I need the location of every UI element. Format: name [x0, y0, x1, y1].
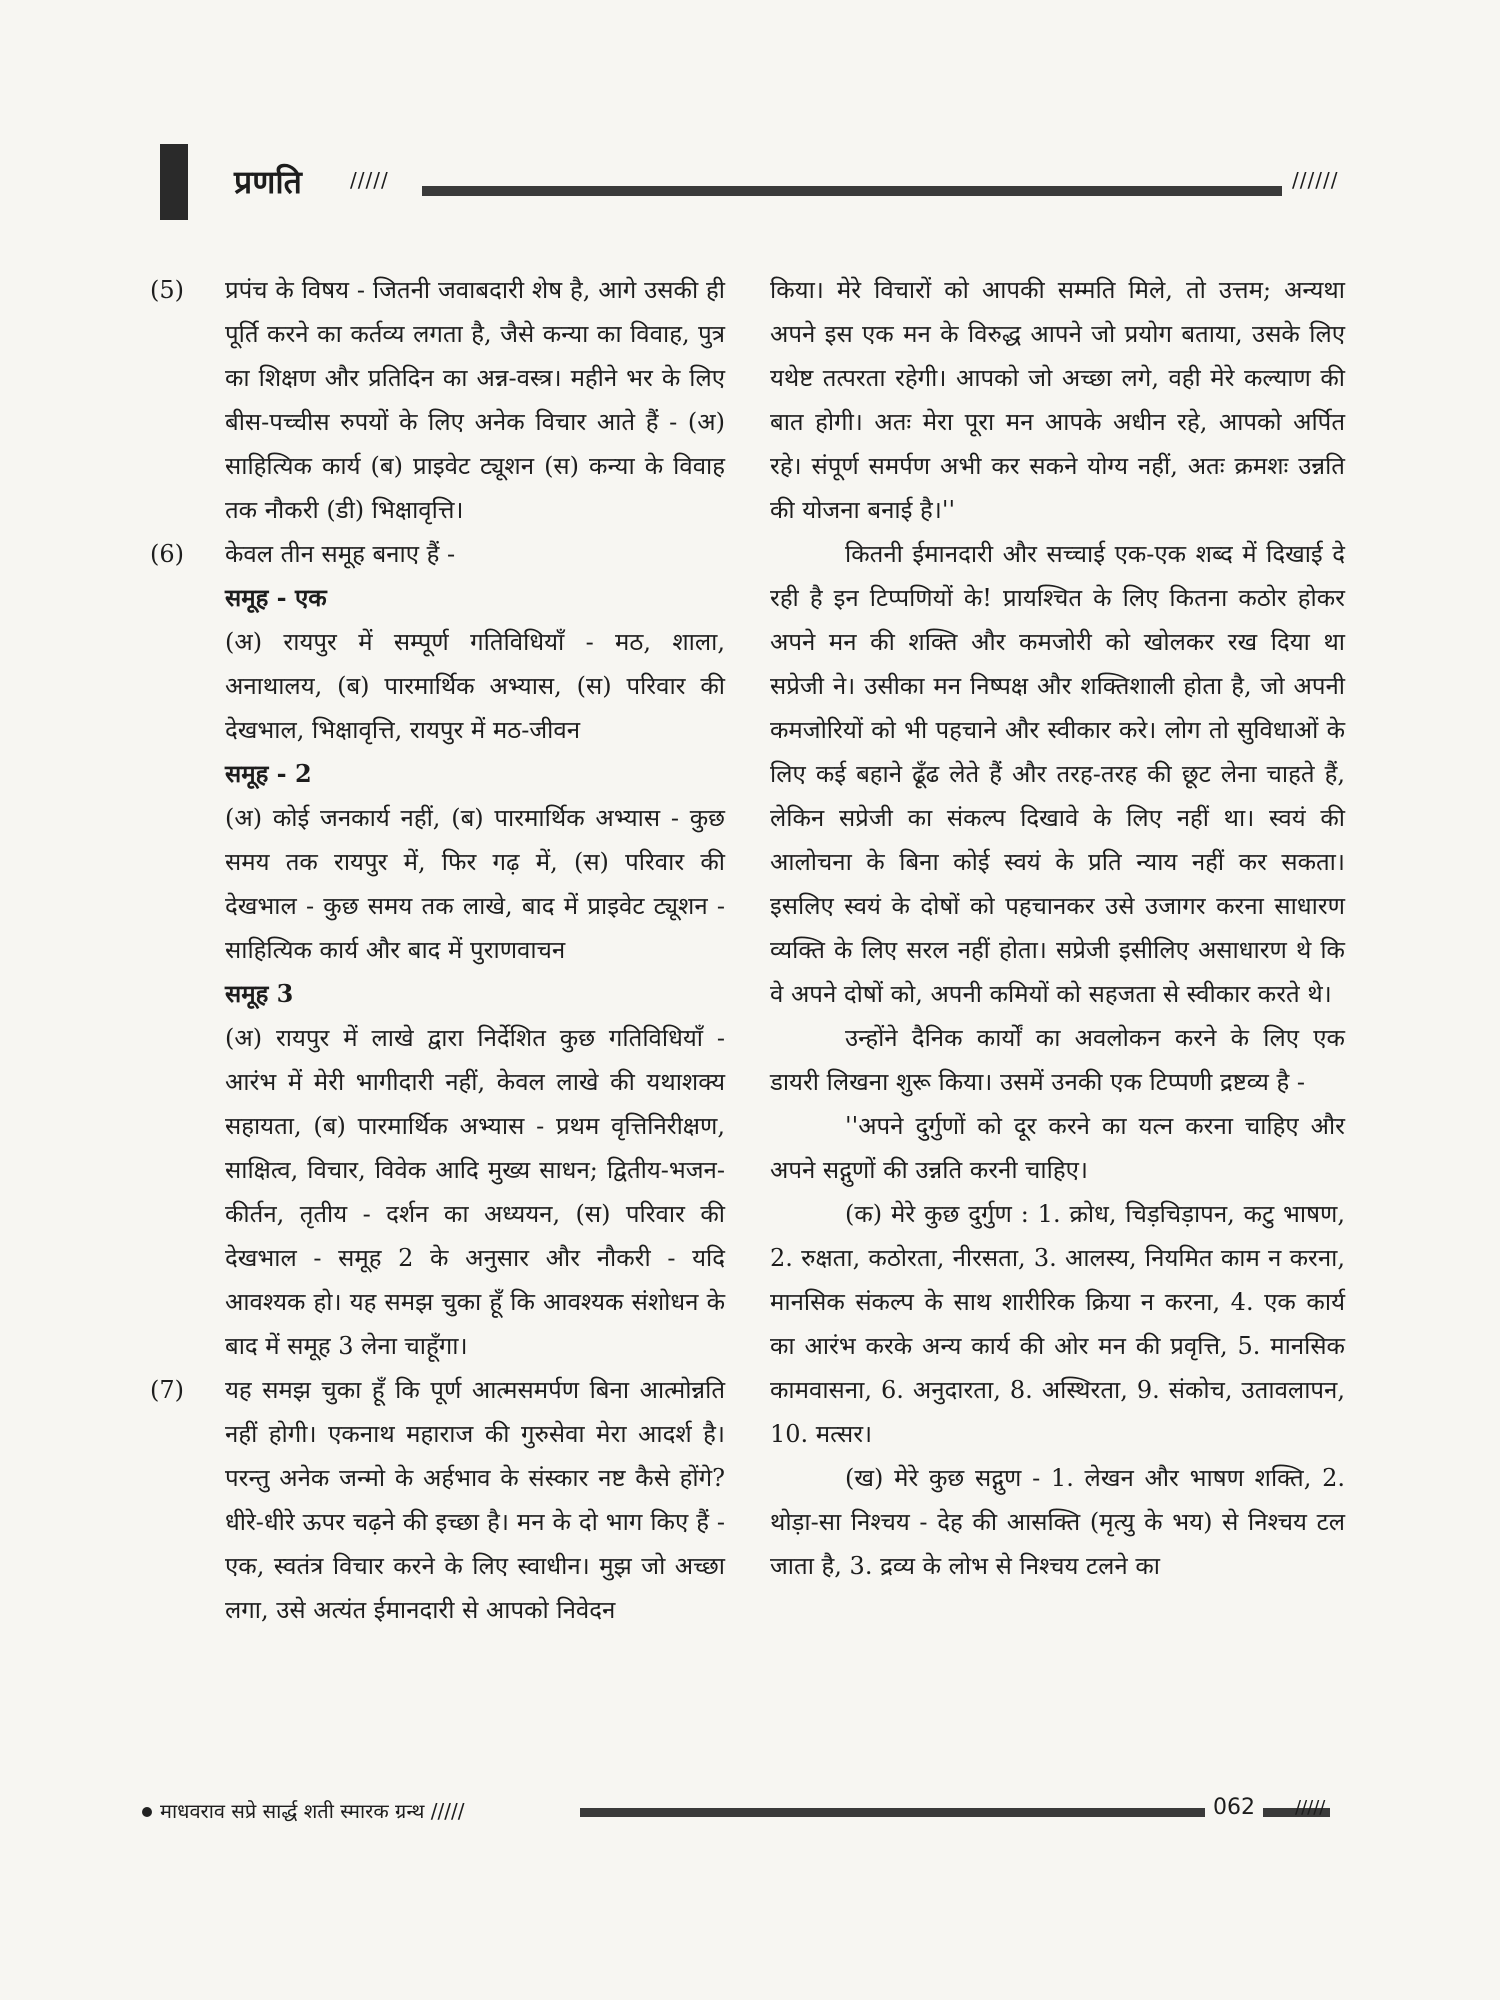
virtues-list: (ख) मेरे कुछ सद्गुण - 1. लेखन और भाषण शक्ति, 2. थोड़ा-सा निश्चय - देह की आसक्ति (मृत्यु के भय) से निश्चय टल जाता है, 3. द्रव्य के लोभ से निश्चय टलने का [770, 1464, 1345, 1580]
item-number: (7) [150, 1376, 184, 1404]
group-3-heading: समूह 3 [225, 979, 294, 1008]
group-1-heading: समूह - एक [225, 583, 327, 612]
footer-slashes: ///// [1295, 1797, 1326, 1818]
right-column [770, 268, 1345, 1588]
vices-list: (क) मेरे कुछ दुर्गुण : 1. क्रोध, चिड़चिड़ापन, कटु भाषण, 2. रुक्षता, कठोरता, नीरसता, 3. आलस्य, नियमित काम न करना, मानसिक संकल्प के साथ शारीरिक क्रिया न करना, 4. एक कार्य का आरंभ करके अन्य कार्य की ओर मन की प्रवृत्ति, 5. मानसिक कामवासना, 6. अनुदारता, 8. अस्थिरता, 9. संकोच, उतावलापन, 10. मत्सर। [770, 1200, 1345, 1448]
page-number: 062 [1205, 1795, 1263, 1820]
item-number: (6) [150, 540, 184, 568]
paragraph-3: उन्होंने दैनिक कार्यों का अवलोकन करने के लिए एक डायरी लिखना शुरू किया। उसमें उनकी एक टिप्पणी द्रष्टव्य है - [770, 1024, 1345, 1096]
header-slashes-right: ////// [1292, 168, 1339, 192]
footer-title: माधवराव सप्रे सार्द्ध शती स्मारक ग्रन्थ ///// [160, 1799, 465, 1823]
paragraph-1: किया। मेरे विचारों को आपकी सम्मति मिले, तो उत्तम; अन्यथा अपने इस एक मन के विरुद्ध आपने जो प्रयोग बताया, उसके लिए यथेष्ट तत्परता रहेगी। आपको जो अच्छा लगे, वही मेरे कल्याण की बात होगी। अतः मेरा पूरा मन आपके अधीन रहे, आपको अर्पित रहे। संपूर्ण समर्पण अभी कर सकने योग्य नहीं, अतः क्रमशः उन्नति की योजना बनाई है।'' [770, 276, 1345, 524]
page-footer [140, 1795, 1360, 1835]
item-text: प्रपंच के विषय - जितनी जवाबदारी शेष है, आगे उसकी ही पूर्ति करने का कर्तव्य लगता है, जैसे कन्या का विवाह, पुत्र का शिक्षण और प्रतिदिन का अन्न-वस्त्र। महीने भर के लिए बीस-पच्चीस रुपयों के लिए अनेक विचार आते हैं - (अ) साहित्यिक कार्य (ब) प्राइवेट ट्यूशन (स) कन्या के विवाह तक नौकरी (डी) भिक्षावृत्ति। [225, 276, 725, 524]
diary-quote: ''अपने दुर्गुणों को दूर करने का यत्न करना चाहिए और अपने सद्गुणों की उन्नति करनी चाहिए। [770, 1112, 1345, 1184]
list-item-7 [150, 1368, 725, 1632]
group-2-heading: समूह - 2 [225, 759, 312, 788]
left-column [150, 268, 725, 1632]
header-block [160, 144, 188, 220]
list-item-6 [150, 532, 725, 1368]
group-3-text: (अ) रायपुर में लाखे द्वारा निर्देशित कुछ गतिविधियाँ - आरंभ में मेरी भागीदारी नहीं, केवल लाखे की यथाशक्य सहायता, (ब) पारमार्थिक अभ्यास - प्रथम वृत्तिनिरीक्षण, साक्षित्व, विचार, विवेक आदि मुख्य साधन; द्वितीय-भजन-कीर्तन, तृतीय - दर्शन का अध्ययन, (स) परिवार की देखभाल - समूह 2 के अनुसार और नौकरी - यदि आवश्यक हो। यह समझ चुका हूँ कि आवश्यक संशोधन के बाद में समूह 3 लेना चाहूँगा। [225, 1024, 725, 1360]
group-2-text: (अ) कोई जनकार्य नहीं, (ब) पारमार्थिक अभ्यास - कुछ समय तक रायपुर में, फिर गढ़ में, (स) परिवार की देखभाल - कुछ समय तक लाखे, बाद में प्राइवेट ट्यूशन - साहित्यिक कार्य और बाद में पुराणवाचन [225, 804, 725, 964]
page-header [160, 140, 1360, 220]
list-item-5 [150, 268, 725, 532]
bullet-icon [142, 1807, 152, 1817]
item-text: यह समझ चुका हूँ कि पूर्ण आत्मसमर्पण बिना आत्मोन्नति नहीं होगी। एकनाथ महाराज की गुरुसेवा मेरा आदर्श है। परन्तु अनेक जन्मो के अर्हभाव के संस्कार नष्ट कैसे होंगे? धीरे-धीरे ऊपर चढ़ने की इच्छा है। मन के दो भाग किए हैं - एक, स्वतंत्र विचार करने के लिए स्वाधीन। मुझ जो अच्छा लगा, उसे अत्यंत ईमानदारी से आपको निवेदन [225, 1376, 725, 1624]
item-number: (5) [150, 276, 184, 304]
header-rule [422, 186, 1282, 196]
paragraph-2: कितनी ईमानदारी और सच्चाई एक-एक शब्द में दिखाई दे रही है इन टिप्पणियों के! प्रायश्चित के लिए कितना कठोर होकर अपने मन की शक्ति और कमजोरी को खोलकर रख दिया था सप्रेजी ने। उसीका मन निष्पक्ष और शक्तिशाली होता है, जो अपनी कमजोरियों को भी पहचाने और स्वीकार करे। लोग तो सुविधाओं के लिए कई बहाने ढूँढ लेते हैं और तरह-तरह की छूट लेना चाहते हैं, लेकिन सप्रेजी का संकल्प दिखावे के लिए नहीं था। स्वयं की आलोचना के बिना कोई स्वयं के प्रति न्याय नहीं कर सकता। इसलिए स्वयं के दोषों को पहचानकर उसे उजागर करना साधारण व्यक्ति के लिए सरल नहीं होता। सप्रेजी इसीलिए असाधारण थे कि वे अपने दोषों को, अपनी कमियों को सहजता से स्वीकार करते थे। [770, 540, 1345, 1008]
page-title: प्रणति [234, 163, 302, 201]
group-1-text: (अ) रायपुर में सम्पूर्ण गतिविधियाँ - मठ, शाला, अनाथालय, (ब) पारमार्थिक अभ्यास, (स) परिवार की देखभाल, भिक्षावृत्ति, रायपुर में मठ-जीवन [225, 628, 725, 744]
header-slashes-left: ///// [350, 168, 389, 192]
item-intro: केवल तीन समूह बनाए हैं - [225, 540, 456, 568]
